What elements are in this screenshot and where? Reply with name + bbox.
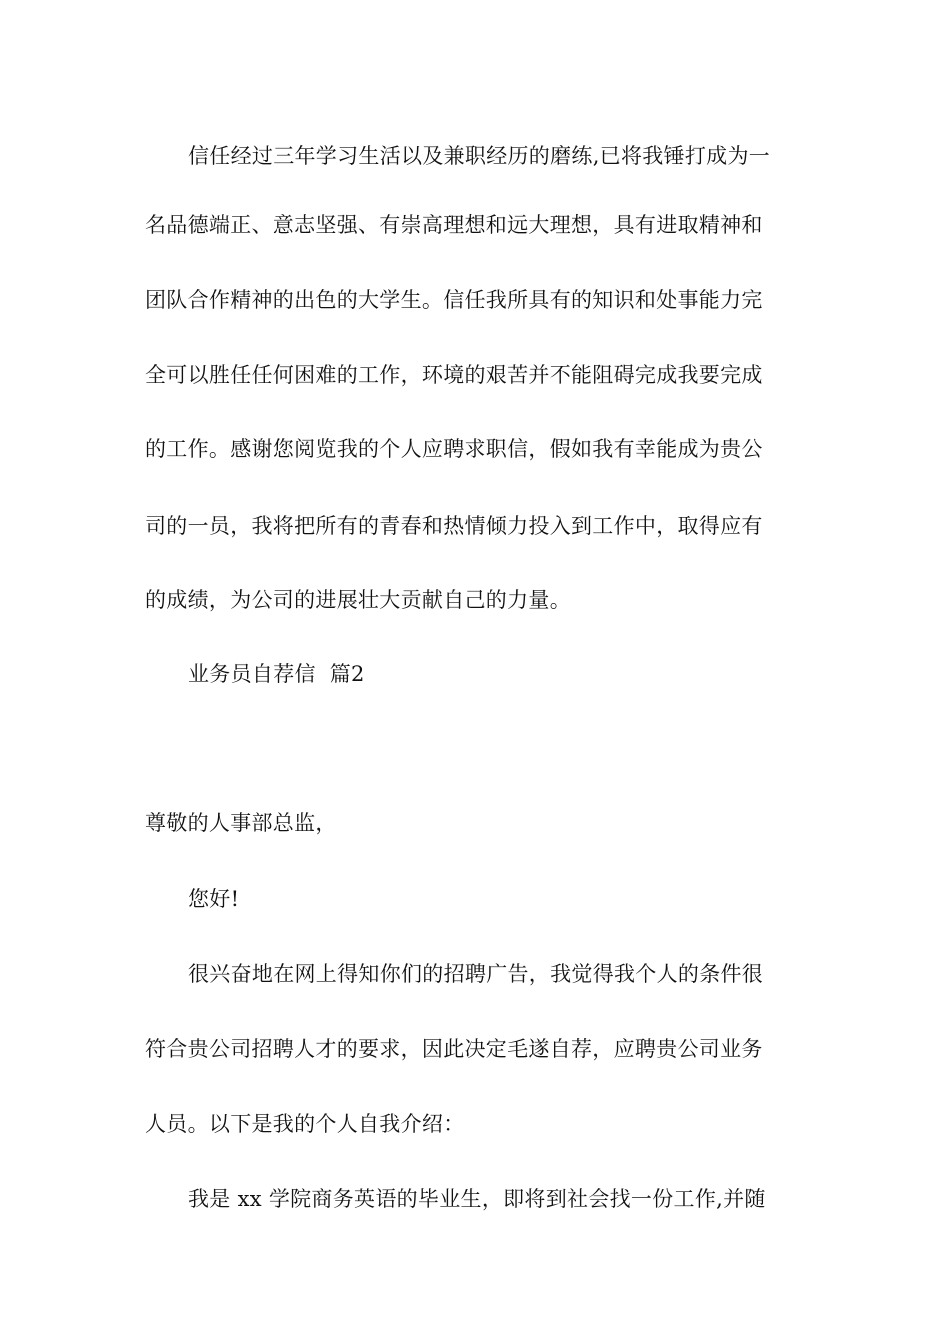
greeting: 您好! xyxy=(188,887,240,911)
paragraph-line: 的工作。感谢您阅览我的个人应聘求职信，假如我有幸能成为贵公 xyxy=(145,437,763,461)
section-title: 业务员自荐信 篇2 xyxy=(188,662,365,686)
paragraph-line: 我是 xx 学院商务英语的毕业生，即将到社会找一份工作,并随 xyxy=(188,1187,766,1211)
paragraph-line: 团队合作精神的出色的大学生。信任我所具有的知识和处事能力完 xyxy=(145,288,763,312)
paragraph-line: 信任经过三年学习生活以及兼职经历的磨练,已将我锤打成为一 xyxy=(188,144,771,168)
paragraph-line: 司的一员，我将把所有的青春和热情倾力投入到工作中，取得应有 xyxy=(145,514,763,538)
paragraph-line: 全可以胜任任何困难的工作，环境的艰苦并不能阻碍完成我要完成 xyxy=(145,363,763,387)
paragraph-line: 符合贵公司招聘人才的要求，因此决定毛遂自荐，应聘贵公司业务 xyxy=(145,1037,763,1061)
paragraph-line: 的成绩，为公司的进展壮大贡献自己的力量。 xyxy=(145,588,571,612)
paragraph-line: 人员。以下是我的个人自我介绍： xyxy=(145,1112,465,1136)
paragraph-line: 名品德端正、意志坚强、有崇高理想和远大理想，具有进取精神和 xyxy=(145,213,763,237)
salutation: 尊敬的人事部总监， xyxy=(145,811,337,835)
paragraph-line: 很兴奋地在网上得知你们的招聘广告，我觉得我个人的条件很 xyxy=(188,962,764,986)
